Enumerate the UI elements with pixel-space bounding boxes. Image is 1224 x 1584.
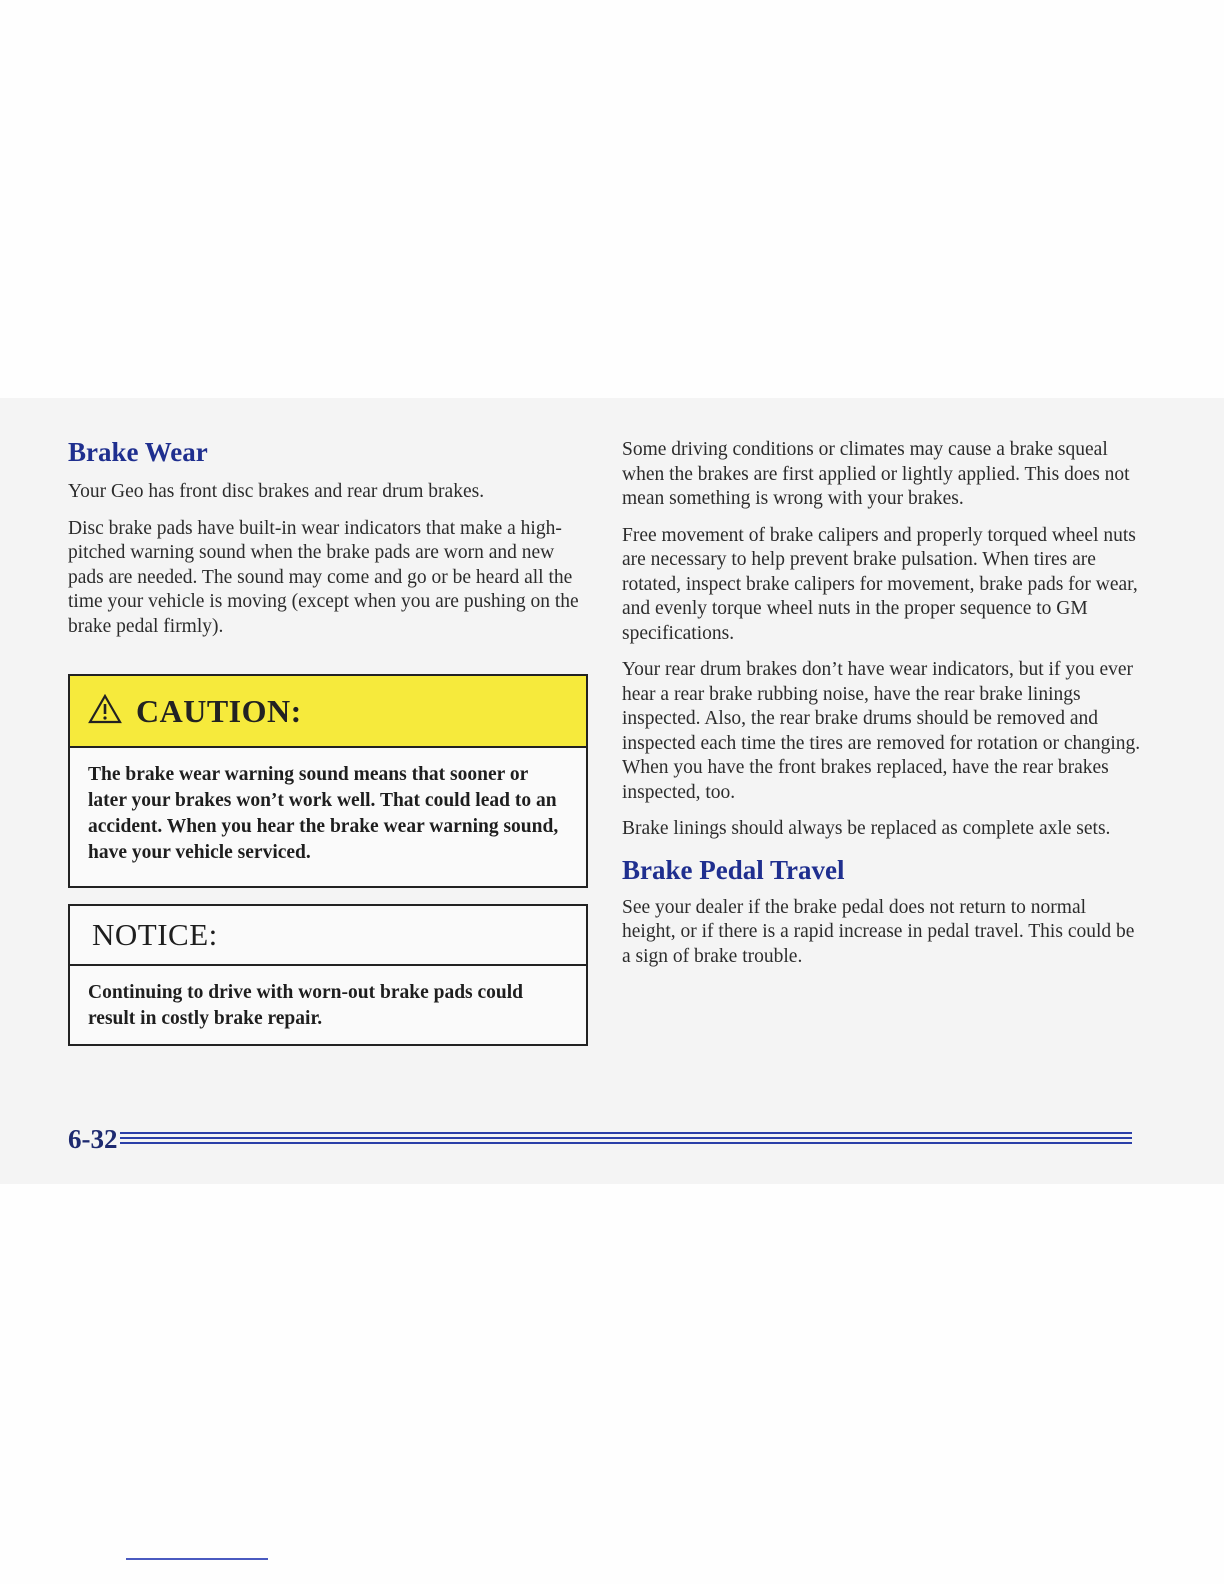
- paragraph-wear-indicators: Disc brake pads have built-in wear indicators that make a high-pitched warning sound when the brake pads are worn and new pads are needed. The sound may come and go or be heard all the time your vehicle is moving (except when you are pushing on the brake pedal firmly).: [68, 517, 579, 637]
- paragraph-brake-squeal: Some driving conditions or climates may cause a brake squeal when the brakes are first applied or lightly applied. This does not mean something is wrong with your brakes.: [622, 439, 1130, 509]
- footer-rule-bottom: [120, 1142, 1132, 1144]
- paragraph-rear-drum: Your rear drum brakes don’t have wear indicators, but if you ever hear a rear brake rubbing noise, have the rear brake linings inspected. Also, the rear brake drums should be removed and inspected each time the tires are removed for rotation or changing. When you have the front brakes replaced, have the rear brakes inspected, too.: [622, 659, 1141, 803]
- notice-text: Continuing to drive with worn-out brake pads could result in costly brake repair.: [88, 982, 524, 1029]
- caution-text: The brake wear warning sound means that sooner or later your brakes won’t work well. That could lead to an accident. When you hear the brake wear warning sound, have your vehicle serviced.: [88, 764, 559, 863]
- left-column: [68, 436, 586, 651]
- paragraph-calipers: Free movement of brake calipers and properly torqued wheel nuts are necessary to help prevent brake pulsation. When tires are rotated, inspect brake calipers for movement, brake pads for wear, and evenly torque wheel nuts in the proper sequence to GM specifications.: [622, 524, 1138, 644]
- paragraph-linings: Brake linings should always be replaced as complete axle sets.: [622, 818, 1111, 839]
- caution-header: [70, 676, 586, 748]
- caution-box: [68, 674, 588, 888]
- page-footer: [68, 1122, 1134, 1156]
- warning-triangle-icon: [88, 694, 122, 729]
- section-heading-brake-pedal-travel: Brake Pedal Travel: [622, 854, 845, 885]
- paragraph-disc-drum: Your Geo has front disc brakes and rear drum brakes.: [68, 481, 485, 502]
- notice-box: [68, 904, 588, 1046]
- paragraph-pedal-travel: See your dealer if the brake pedal does not return to normal height, or if there is a rapid increase in pedal travel. This could be a sign of brake trouble.: [622, 896, 1135, 967]
- section-heading-brake-wear: Brake Wear: [68, 437, 208, 467]
- footer-rule-top: [120, 1132, 1132, 1134]
- caution-title: CAUTION:: [136, 692, 302, 729]
- bottom-divider: [126, 1558, 268, 1560]
- notice-title: NOTICE:: [70, 906, 586, 966]
- right-column: [622, 438, 1144, 981]
- manual-page: [0, 398, 1224, 1184]
- footer-rule-middle: [120, 1137, 1132, 1139]
- page-number: 6-32: [68, 1124, 118, 1154]
